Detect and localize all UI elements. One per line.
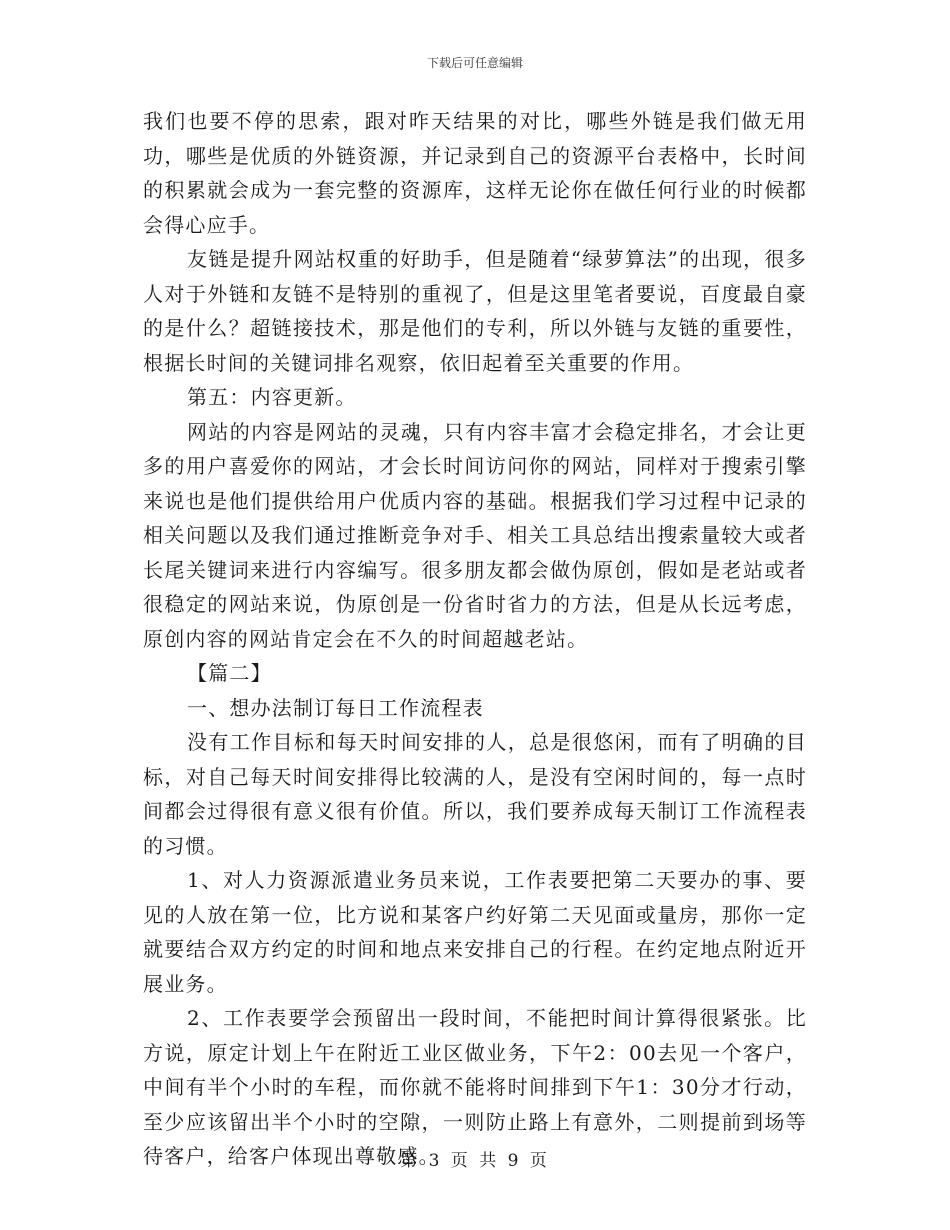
paragraph: 友链是提升网站权重的好助手，但是随着“绿萝算法”的出现，很多人对于外链和友链不是特别的重视了，但是这里笔者要说，百度最自豪的是什么？超链接技术，那是他们的专利，所以外链与友链的重要性，根据长时间的关键词排名观察，依旧起着至关重要的作用。 bbox=[143, 247, 807, 375]
section-heading: 一、想办法制订每日工作流程表 bbox=[187, 695, 484, 720]
paragraph: 2、工作表要学会预留出一段时间，不能把时间计算得很紧张。比方说，原定计划上午在附近工业区做业务，下午2：00去见一个客户，中间有半个小时的车程，而你就不能将时间排到下午1：30分才行动，至少应该留出半个小时的空隙，一则防止路上有意外，二则提前到场等待客户，给客户体现出尊敬感。 bbox=[143, 1006, 807, 1168]
page-number: 第 3 页 共 9 页 bbox=[400, 1151, 550, 1171]
section-heading: 第五：内容更新。 bbox=[187, 385, 357, 409]
paragraph: 网站的内容是网站的灵魂，只有内容丰富才会稳定排名，才会让更多的用户喜爱你的网站，才会长时间访问你的网站，同样对于搜索引擎来说也是他们提供给用户优质内容的基础。根据我们学习过程中记录的相关问题以及我们通过推断竞争对手、相关工具总结出搜索量较大或者长尾关键词来进行内容编写。很多朋友都会做伪原创，假如是老站或者很稳定的网站来说，伪原创是一份省时省力的方法，但是从长远考虑，原创内容的网站肯定会在不久的时间超越老站。 bbox=[143, 419, 807, 651]
document-body bbox=[143, 104, 807, 1174]
paragraph: 没有工作目标和每天时间安排的人，总是很悠闲，而有了明确的目标，对自己每天时间安排得比较满的人，是没有空闲时间的，每一点时间都会过得很有意义很有价值。所以，我们要养成每天制订工作流程表的习惯。 bbox=[143, 730, 807, 858]
section-heading: 【篇二】 bbox=[187, 661, 272, 685]
page-header: 下载后可任意编辑 bbox=[426, 56, 523, 70]
paragraph: 1、对人力资源派遣业务员来说，工作表要把第二天要办的事、要见的人放在第一位，比方说和某客户约好第二天见面或量房，那你一定就要结合双方约定的时间和地点来安排自己的行程。在约定地点附近开展业务。 bbox=[143, 868, 807, 996]
paragraph: 我们也要不停的思索，跟对昨天结果的对比，哪些外链是我们做无用功，哪些是优质的外链资源，并记录到自己的资源平台表格中，长时间的积累就会成为一套完整的资源库，这样无论你在做任何行业的时候都会得心应手。 bbox=[143, 109, 807, 237]
